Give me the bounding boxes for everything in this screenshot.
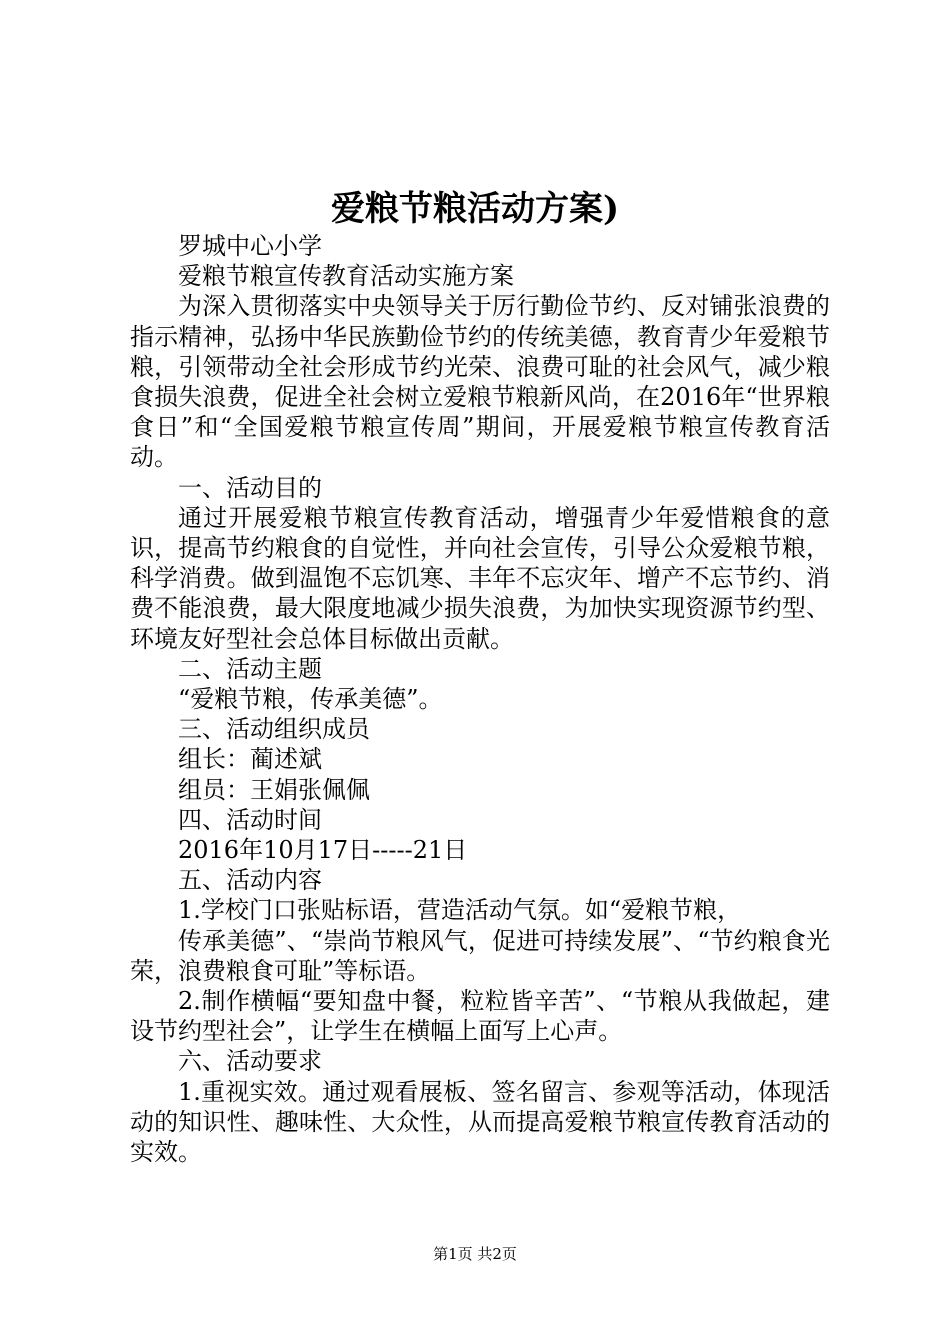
purpose-paragraph: 通过开展爱粮节粮宣传教育活动，增强青少年爱惜粮食的意识，提高节约粮食的自觉性，并向社会宣传，引导公众爱粮节粮，科学消费。做到温饱不忘饥寒、丰年不忘灾年、增产不忘节约、消费不能浪费，最大限度地减少损失浪费，为加快实现资源节约型、环境友好型社会总体目标做出贡献。 xyxy=(130,503,830,653)
intro-paragraph: 为深入贯彻落实中央领导关于厉行勤俭节约、反对铺张浪费的指示精神，弘扬中华民族勤俭节约的传统美德，教育青少年爱粮节粮，引领带动全社会形成节约光荣、浪费可耻的社会风气，减少粮食损失浪费，促进全社会树立爱粮节粮新风尚，在2016年“世界粮食日”和“全国爱粮节粮宣传周”期间，开展爱粮节粮宣传教育活动。 xyxy=(130,292,830,472)
content-item-1-continued: 传承美德”、“崇尚节粮风气，促进可持续发展”、“节约粮食光荣，浪费粮食可耻”等标语。 xyxy=(130,926,830,985)
section-heading-content: 五、活动内容 xyxy=(178,866,322,895)
section-heading-time: 四、活动时间 xyxy=(178,805,322,834)
page-footer: 第1页 共2页 xyxy=(433,1245,517,1263)
section-heading-requirements: 六、活动要求 xyxy=(178,1047,322,1076)
plan-subtitle: 爱粮节粮宣传教育活动实施方案 xyxy=(178,262,514,291)
members-line: 组员：王娟张佩佩 xyxy=(178,775,370,804)
section-heading-members: 三、活动组织成员 xyxy=(178,715,370,744)
requirement-item-1: 1.重视实效。通过观看展板、签名留言、参观等活动，体现活动的知识性、趣味性、大众性，从而提高爱粮节粮宣传教育活动的实效。 xyxy=(130,1077,830,1167)
time-line: 2016年10月17日-----21日 xyxy=(178,836,468,865)
document-title: 爱粮节粮活动方案) xyxy=(330,189,620,229)
section-heading-theme: 二、活动主题 xyxy=(178,654,322,683)
leader-line: 组长：蔺述斌 xyxy=(178,745,322,774)
theme-paragraph: “爱粮节粮，传承美德”。 xyxy=(178,685,443,714)
school-name: 罗城中心小学 xyxy=(178,232,322,260)
content-item-2: 2.制作横幅“要知盘中餐，粒粒皆辛苦”、“节粮从我做起，建设节约型社会”，让学生在横幅上面写上心声。 xyxy=(130,987,830,1046)
document-body xyxy=(130,231,830,1167)
section-heading-purpose: 一、活动目的 xyxy=(178,473,322,502)
content-item-1: 1.学校门口张贴标语，营造活动气氛。如“爱粮节粮， xyxy=(178,896,742,925)
